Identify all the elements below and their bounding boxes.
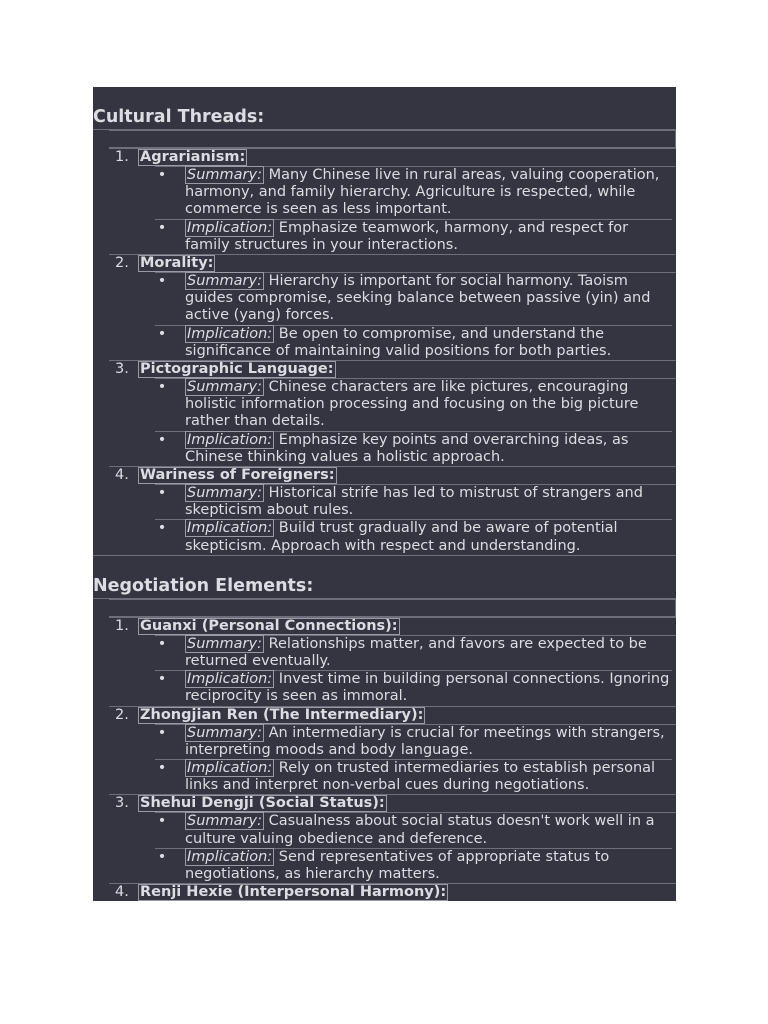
- topic-bullets: [155, 272, 676, 360]
- implication-bullet: [155, 220, 672, 254]
- topic-item: [93, 883, 676, 901]
- implication-label: Implication:: [187, 219, 273, 236]
- summary-label: Summary:: [187, 167, 262, 183]
- implication-text: Send representatives of appropriate status to negotiations, as hierarchy matters.: [185, 848, 610, 883]
- topic-header: [109, 148, 676, 166]
- topic-number: 4.: [115, 884, 129, 901]
- topic-item: [93, 617, 676, 706]
- implication-label: Implication:: [187, 760, 273, 777]
- section-spacer: [93, 555, 676, 574]
- topic-title: Pictographic Language:: [140, 361, 334, 378]
- summary-label: Summary:: [187, 813, 262, 830]
- implication-bullet: [155, 520, 672, 554]
- implication-label: Implication:: [187, 325, 273, 342]
- bullet-dot-icon: •: [157, 813, 167, 830]
- summary-text: Chinese characters are like pictures, encouraging holistic information processing and focusing on the big picture rather than details.: [185, 379, 639, 430]
- summary-label: Summary:: [187, 379, 262, 396]
- topic-header: [109, 617, 676, 635]
- topic-header: [109, 254, 676, 272]
- implication-bullet: [155, 760, 672, 794]
- topic-header: [109, 706, 676, 724]
- list-spacer: [109, 599, 676, 617]
- bullet-dot-icon: •: [157, 325, 167, 342]
- topic-item: [93, 706, 676, 795]
- implication-bullet: [155, 326, 672, 360]
- section-negotiation-elements: [93, 555, 676, 901]
- topic-number: 1.: [115, 149, 129, 165]
- topic-item: [93, 794, 676, 883]
- topic-number: 2.: [115, 706, 129, 723]
- topic-number: 1.: [115, 617, 129, 634]
- implication-text: Emphasize teamwork, harmony, and respect for family structures in your interactions.: [185, 219, 629, 253]
- topic-title: Agrarianism:: [140, 149, 246, 165]
- implication-text: Rely on trusted intermediaries to establish personal links and interpret non-verbal cues during negotiations.: [185, 760, 656, 794]
- section-cultural-threads: [93, 87, 676, 555]
- topic-header: [109, 360, 676, 378]
- topic-bullets: [155, 378, 676, 466]
- bullet-dot-icon: •: [157, 635, 167, 652]
- implication-label: Implication:: [187, 848, 273, 865]
- implication-text: Emphasize key points and overarching ideas, as Chinese thinking values a holistic approach.: [185, 431, 629, 465]
- bullet-dot-icon: •: [157, 520, 167, 537]
- list-spacer: [109, 130, 676, 148]
- summary-label: Summary:: [187, 724, 262, 741]
- summary-bullet: [155, 273, 672, 326]
- summary-text: Many Chinese live in rural areas, valuing cooperation, harmony, and family hierarchy. Agriculture is respected, while commerce is seen as less important.: [185, 167, 660, 218]
- topic-title: Wariness of Foreigners:: [140, 467, 335, 484]
- summary-label: Summary:: [187, 273, 262, 290]
- topic-bullets: [155, 484, 676, 555]
- implication-text: Invest time in building personal connections. Ignoring reciprocity is seen as immoral.: [185, 671, 670, 705]
- summary-text: Historical strife has led to mistrust of strangers and skepticism about rules.: [185, 485, 643, 519]
- topic-item: [93, 148, 676, 254]
- topic-number: 4.: [115, 467, 129, 484]
- bullet-dot-icon: •: [157, 485, 167, 502]
- topic-item: [93, 360, 676, 466]
- implication-bullet: [155, 849, 672, 883]
- implication-bullet: [155, 432, 672, 466]
- bullet-dot-icon: •: [157, 431, 167, 448]
- summary-bullet: [155, 636, 672, 671]
- summary-text: Hierarchy is important for social harmony. Taoism guides compromise, seeking balance between passive (yin) and active (yang) forces.: [185, 273, 651, 324]
- section-spacer: [93, 87, 676, 105]
- topic-bullets: [155, 166, 676, 254]
- implication-label: Implication:: [187, 431, 273, 448]
- bullet-dot-icon: •: [157, 219, 167, 236]
- topic-title: Shehui Dengji (Social Status):: [140, 795, 385, 812]
- topic-number: 2.: [115, 255, 129, 272]
- implication-label: Implication:: [187, 520, 273, 537]
- topic-title: Morality:: [140, 255, 214, 272]
- topic-title: Guanxi (Personal Connections):: [140, 617, 398, 634]
- summary-label: Summary:: [187, 635, 262, 652]
- topic-title: Zhongjian Ren (The Intermediary):: [140, 706, 424, 723]
- section-title: Cultural Threads:: [93, 105, 676, 130]
- bullet-dot-icon: •: [157, 671, 167, 688]
- topic-header: [109, 466, 676, 484]
- bullet-dot-icon: •: [157, 848, 167, 865]
- implication-text: Build trust gradually and be aware of potential skepticism. Approach with respect and understanding.: [185, 520, 618, 554]
- summary-bullet: [155, 167, 672, 220]
- topic-number: 3.: [115, 361, 129, 378]
- implication-label: Implication:: [187, 671, 273, 688]
- topic-bullets: [155, 635, 676, 706]
- topic-item: [93, 254, 676, 360]
- topic-header: [109, 883, 676, 901]
- implication-text: Be open to compromise, and understand the significance of maintaining valid positions for both parties.: [185, 325, 612, 359]
- summary-label: Summary:: [187, 485, 262, 502]
- topic-title: Renji Hexie (Interpersonal Harmony):: [140, 884, 447, 901]
- bullet-dot-icon: •: [157, 273, 167, 290]
- topic-bullets: [155, 812, 676, 883]
- summary-text: Casualness about social status doesn't work well in a culture valuing obedience and deference.: [185, 813, 655, 847]
- topic-item: [93, 466, 676, 555]
- summary-bullet: [155, 725, 672, 760]
- implication-bullet: [155, 671, 672, 705]
- summary-bullet: [155, 485, 672, 520]
- bullet-dot-icon: •: [157, 167, 167, 183]
- bullet-dot-icon: •: [157, 760, 167, 777]
- summary-bullet: [155, 379, 672, 432]
- summary-text: Relationships matter, and favors are expected to be returned eventually.: [185, 635, 647, 670]
- bullet-dot-icon: •: [157, 379, 167, 396]
- topic-bullets: [155, 724, 676, 795]
- topic-header: [109, 794, 676, 812]
- section-title: Negotiation Elements:: [93, 574, 676, 599]
- document-body: [93, 87, 676, 901]
- summary-text: An intermediary is crucial for meetings with strangers, interpreting moods and body language.: [185, 724, 665, 758]
- topic-number: 3.: [115, 795, 129, 812]
- summary-bullet: [155, 813, 672, 848]
- bullet-dot-icon: •: [157, 724, 167, 741]
